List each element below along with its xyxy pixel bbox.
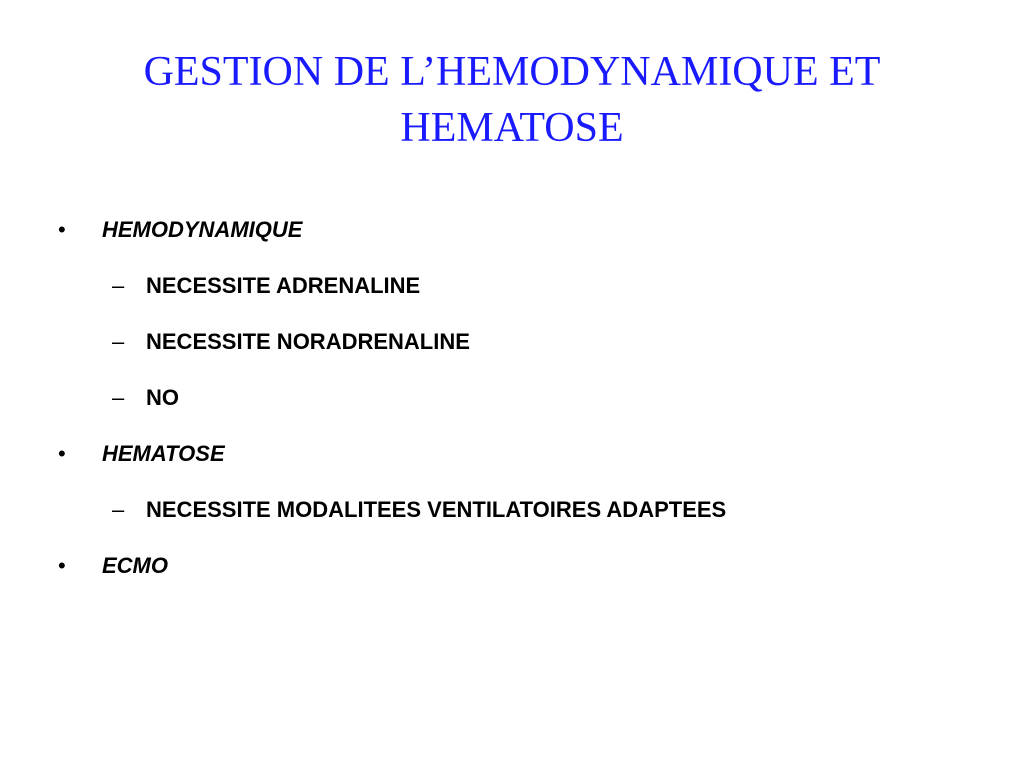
bullet-item-hematose: [0, 434, 1024, 490]
sub-item-adrenaline: [0, 266, 1024, 322]
dash-marker: –: [112, 497, 125, 522]
bullet-list: [0, 210, 1024, 602]
dash-marker: –: [112, 329, 125, 354]
bullet-marker: •: [58, 553, 66, 578]
bullet-item-ecmo: [0, 546, 1024, 602]
slide-title-line-1: GESTION DE L’HEMODYNAMIQUE ET: [143, 49, 881, 95]
bullet-text: HEMODYNAMIQUE: [102, 217, 303, 242]
dash-marker: –: [112, 385, 125, 410]
sub-item-modalitees: [0, 490, 1024, 546]
sub-item-noradrenaline: [0, 322, 1024, 378]
bullet-text: HEMATOSE: [102, 441, 225, 466]
slide-title: [60, 44, 964, 156]
sub-item-no: [0, 378, 1024, 434]
slide-title-line-2: HEMATOSE: [400, 105, 624, 151]
dash-marker: –: [112, 273, 125, 298]
sub-item-text: NECESSITE NORADRENALINE: [146, 329, 470, 354]
bullet-text: ECMO: [102, 553, 168, 578]
sub-item-text: NECESSITE MODALITEES VENTILATOIRES ADAPTEES: [146, 497, 727, 522]
bullet-item-hemodynamique: [0, 210, 1024, 266]
bullet-marker: •: [58, 441, 66, 466]
sub-item-text: NO: [146, 385, 179, 410]
bullet-marker: •: [58, 217, 66, 242]
sub-item-text: NECESSITE ADRENALINE: [146, 273, 421, 298]
